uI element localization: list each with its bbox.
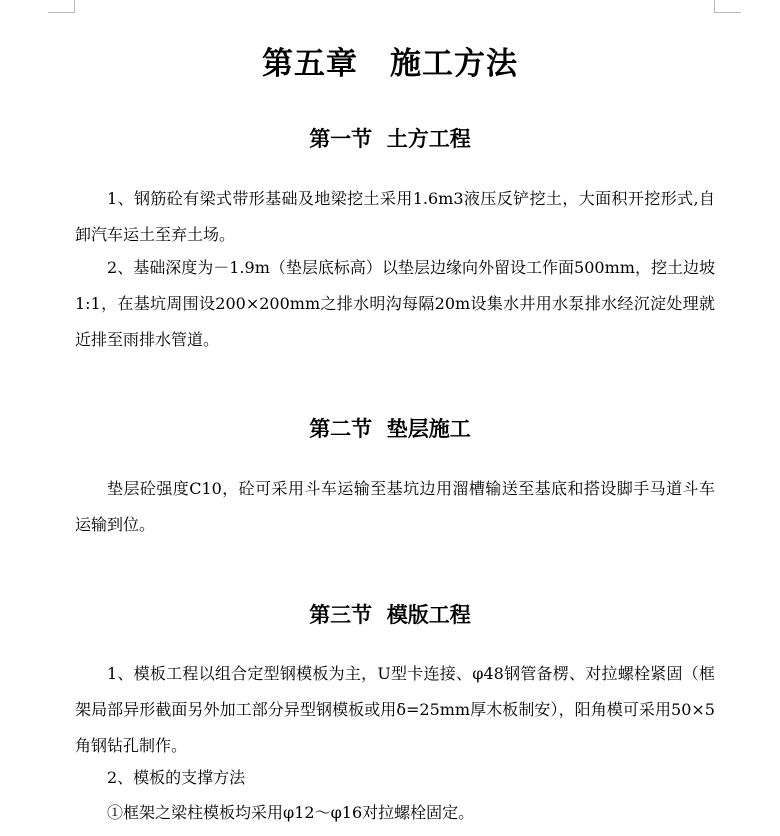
chapter-title: 第五章 施工方法 xyxy=(262,46,518,82)
paragraph: 2、基础深度为－1.9m（垫层底标高）以垫层边缘向外留设工作面500mm，挖土边坡1:1，在基坑周围设200×200mm之排水明沟每隔20m设集水井用水泵排水经沉淀处理就近排至雨排水管道。 xyxy=(75,258,715,349)
section-title-cushion: 第二节 垫层施工 xyxy=(309,417,471,441)
paragraph: 垫层砼强度C10，砼可采用斗车运输至基坑边用溜槽输送至基底和搭设脚手马道斗车运输到位。 xyxy=(75,479,715,534)
paragraph: 1、模板工程以组合定型钢模板为主，U型卡连接、φ48钢管备楞、对拉螺栓紧固（框架局部异形截面另外加工部分异型钢模板或用δ=25mm厚木板制安），阳角模可采用50×5角钢钻孔制作。 xyxy=(75,664,715,755)
paragraph: 1、钢筋砼有梁式带形基础及地梁挖土采用1.6m3液压反铲挖土，大面积开挖形式,自卸汽车运土至弃土场。 xyxy=(75,189,715,244)
section-title-earthwork: 第一节 土方工程 xyxy=(309,127,471,151)
paragraph: ①框架之梁柱模板均采用φ12～φ16对拉螺栓固定。 xyxy=(107,803,475,822)
crop-mark-top-right xyxy=(714,0,741,13)
paragraph: 2、模板的支撑方法 xyxy=(107,768,246,787)
section-title-formwork: 第三节 模版工程 xyxy=(309,603,471,627)
crop-mark-top-left xyxy=(48,0,75,13)
